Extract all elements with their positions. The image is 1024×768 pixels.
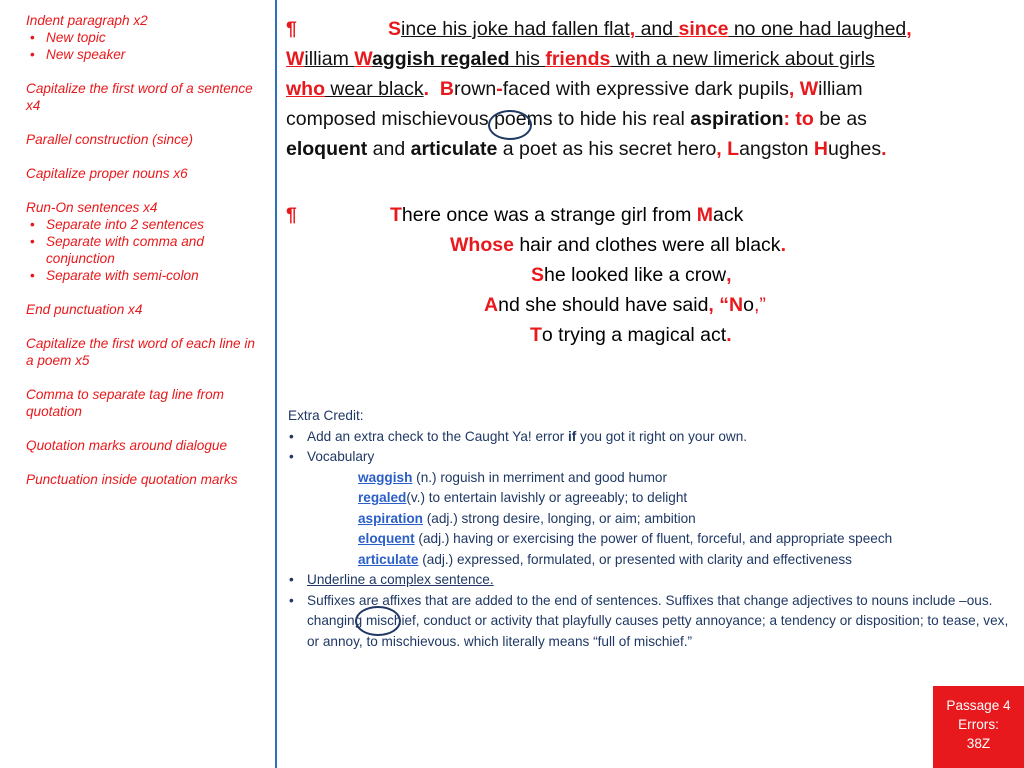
- runon-label: Run-On sentences x4: [26, 200, 158, 215]
- passage-paragraph: [286, 14, 1014, 164]
- correction: W: [799, 78, 819, 100]
- list-item: • Separate with semi-colon: [26, 267, 258, 284]
- extra-credit-title: Extra Credit:: [288, 408, 364, 423]
- vocab-entry: [307, 509, 1018, 530]
- list-item: [288, 447, 1018, 570]
- list-item: • New topic: [26, 29, 258, 46]
- text: a poet as his secret hero: [497, 138, 717, 160]
- paragraph-mark: ¶: [286, 18, 297, 40]
- text: illiam: [304, 48, 355, 70]
- text: illiam: [818, 78, 863, 100]
- correction: ,: [726, 264, 732, 286]
- vocab-entry: [307, 468, 1018, 489]
- correction: ,: [906, 18, 912, 40]
- comma-tag-label: Comma to separate tag line from quotation: [26, 387, 224, 419]
- correction: who: [286, 78, 325, 100]
- correction: ,”: [753, 294, 766, 316]
- vocab-word[interactable]: aspiration: [358, 510, 423, 526]
- vocab-word: aspiration: [690, 108, 784, 130]
- vocab-def: (adj.) strong desire, longing, or aim; ambition: [422, 510, 696, 526]
- badge-line: Errors:: [958, 717, 999, 732]
- correction: W: [354, 48, 372, 70]
- poem-line-2: [450, 230, 786, 260]
- correction: A: [484, 294, 499, 316]
- correction: .: [726, 324, 732, 346]
- text: rown: [453, 78, 497, 100]
- poem-line-5: [530, 320, 732, 350]
- poem-caps-label: Capitalize the first word of each line in a poem x5: [26, 336, 255, 368]
- quote-marks-label: Quotation marks around dialogue: [26, 438, 228, 453]
- vocab-word: eloquent: [286, 138, 368, 160]
- text: o: [743, 294, 754, 316]
- text: here once was a strange girl from: [401, 204, 697, 226]
- vocab-word[interactable]: eloquent: [358, 531, 415, 546]
- divider-line: [275, 0, 277, 768]
- poem-line-3: [531, 260, 732, 290]
- badge-line: Passage 4: [946, 698, 1011, 713]
- text: you got it right on your own.: [576, 428, 748, 444]
- correction: ,: [788, 78, 795, 100]
- capitalize-first-label: Capitalize the first word of a sentence x4: [26, 81, 253, 113]
- correction: since: [678, 18, 729, 40]
- text: if: [567, 428, 577, 444]
- text: no one had laughed: [728, 18, 907, 40]
- vocab-word[interactable]: articulate: [358, 551, 419, 567]
- vocab-entry: [307, 529, 1018, 550]
- indent-label: Indent paragraph x2: [26, 13, 148, 28]
- poem-line-4: [484, 290, 766, 320]
- correction: T: [530, 324, 542, 346]
- text: composed mischievous poems to hide his real: [286, 108, 691, 130]
- correction: B: [439, 78, 454, 100]
- list-item: • Separate into 2 sentences: [26, 216, 258, 233]
- text: Suffixes are affixes that are added to the end of sentences. Suffixes that change adjectives to nouns include –ous. changing mischief, conduct or activity that playfully causes petty annoyance; a tendency or disposition; to tease, vex, or annoy, to mischievous. which literally means “full of mischief.”: [307, 592, 1009, 649]
- proper-nouns-label: Capitalize proper nouns x6: [26, 166, 188, 181]
- text: ughes: [827, 138, 882, 160]
- text: hair and clothes were all black: [513, 234, 781, 256]
- correction: H: [813, 138, 828, 160]
- list-item: [288, 427, 1018, 448]
- text: ack: [712, 204, 744, 226]
- text: be as: [813, 108, 867, 130]
- correction: .: [780, 234, 786, 256]
- suffix-circle: [488, 110, 532, 140]
- text: nd she should have said: [498, 294, 709, 316]
- text: he looked like a crow: [544, 264, 727, 286]
- correction: , “N: [708, 294, 744, 316]
- poem-line-1: [286, 200, 743, 230]
- text: wear black: [325, 78, 424, 100]
- indent-block: [26, 12, 258, 63]
- correction: to: [789, 108, 814, 130]
- vocab-def: (v.) to entertain lavishly or agreeably; to delight: [406, 490, 688, 505]
- text: o trying a magical act: [541, 324, 727, 346]
- correction: S: [531, 264, 545, 286]
- vocab-entry: [307, 488, 1018, 509]
- text: his: [509, 48, 546, 70]
- text: Underline a complex sentence.: [307, 572, 494, 587]
- parallel-label: Parallel construction (since): [26, 132, 193, 147]
- text: faced with expressive dark pupils: [502, 78, 789, 100]
- correction: .: [423, 78, 430, 100]
- vocab-def: (adj.) expressed, formulated, or presented with clarity and effectiveness: [418, 551, 852, 567]
- ous-circle: [355, 606, 401, 636]
- correction: L: [727, 138, 740, 160]
- punct-inside-label: Punctuation inside quotation marks: [26, 472, 238, 487]
- correction: -: [496, 78, 503, 100]
- vocab-word[interactable]: regaled: [358, 490, 407, 505]
- text: angston: [739, 138, 814, 160]
- correction: W: [286, 48, 305, 70]
- correction: :: [783, 108, 790, 130]
- text: and: [635, 18, 679, 40]
- list-item: [288, 570, 1018, 591]
- error-checklist: [26, 12, 258, 505]
- text: ince his joke had fallen flat: [401, 18, 630, 40]
- end-punct-label: End punctuation x4: [26, 302, 143, 317]
- correction: .: [881, 138, 887, 160]
- vocab-label: Vocabulary: [307, 449, 375, 464]
- vocab-word[interactable]: waggish: [358, 469, 413, 485]
- correction: S: [388, 18, 402, 40]
- runon-block: [26, 199, 258, 284]
- correction: friends: [545, 48, 611, 70]
- vocab-entry: [307, 550, 1018, 571]
- correction: Whose: [450, 234, 514, 256]
- vocab-word: aggish regaled: [371, 48, 510, 70]
- text: with a new limerick about girls: [610, 48, 875, 70]
- list-item: • Separate with comma and conjunction: [26, 233, 258, 267]
- vocab-word: articulate: [410, 138, 498, 160]
- paragraph-mark: ¶: [286, 204, 297, 226]
- correction: ,: [716, 138, 722, 160]
- text: Add an extra check to the Caught Ya! error: [307, 428, 568, 444]
- correction: T: [390, 204, 402, 226]
- vocab-def: (n.) roguish in merriment and good humor: [412, 469, 668, 485]
- correction: ,: [629, 18, 636, 40]
- badge-line: 38Z: [966, 736, 991, 751]
- correction: M: [696, 204, 713, 226]
- list-item: • New speaker: [26, 46, 258, 63]
- vocab-def: (adj.) having or exercising the power of fluent, forceful, and appropriate speech: [414, 531, 893, 546]
- passage-badge: [933, 686, 1024, 768]
- text: and: [367, 138, 411, 160]
